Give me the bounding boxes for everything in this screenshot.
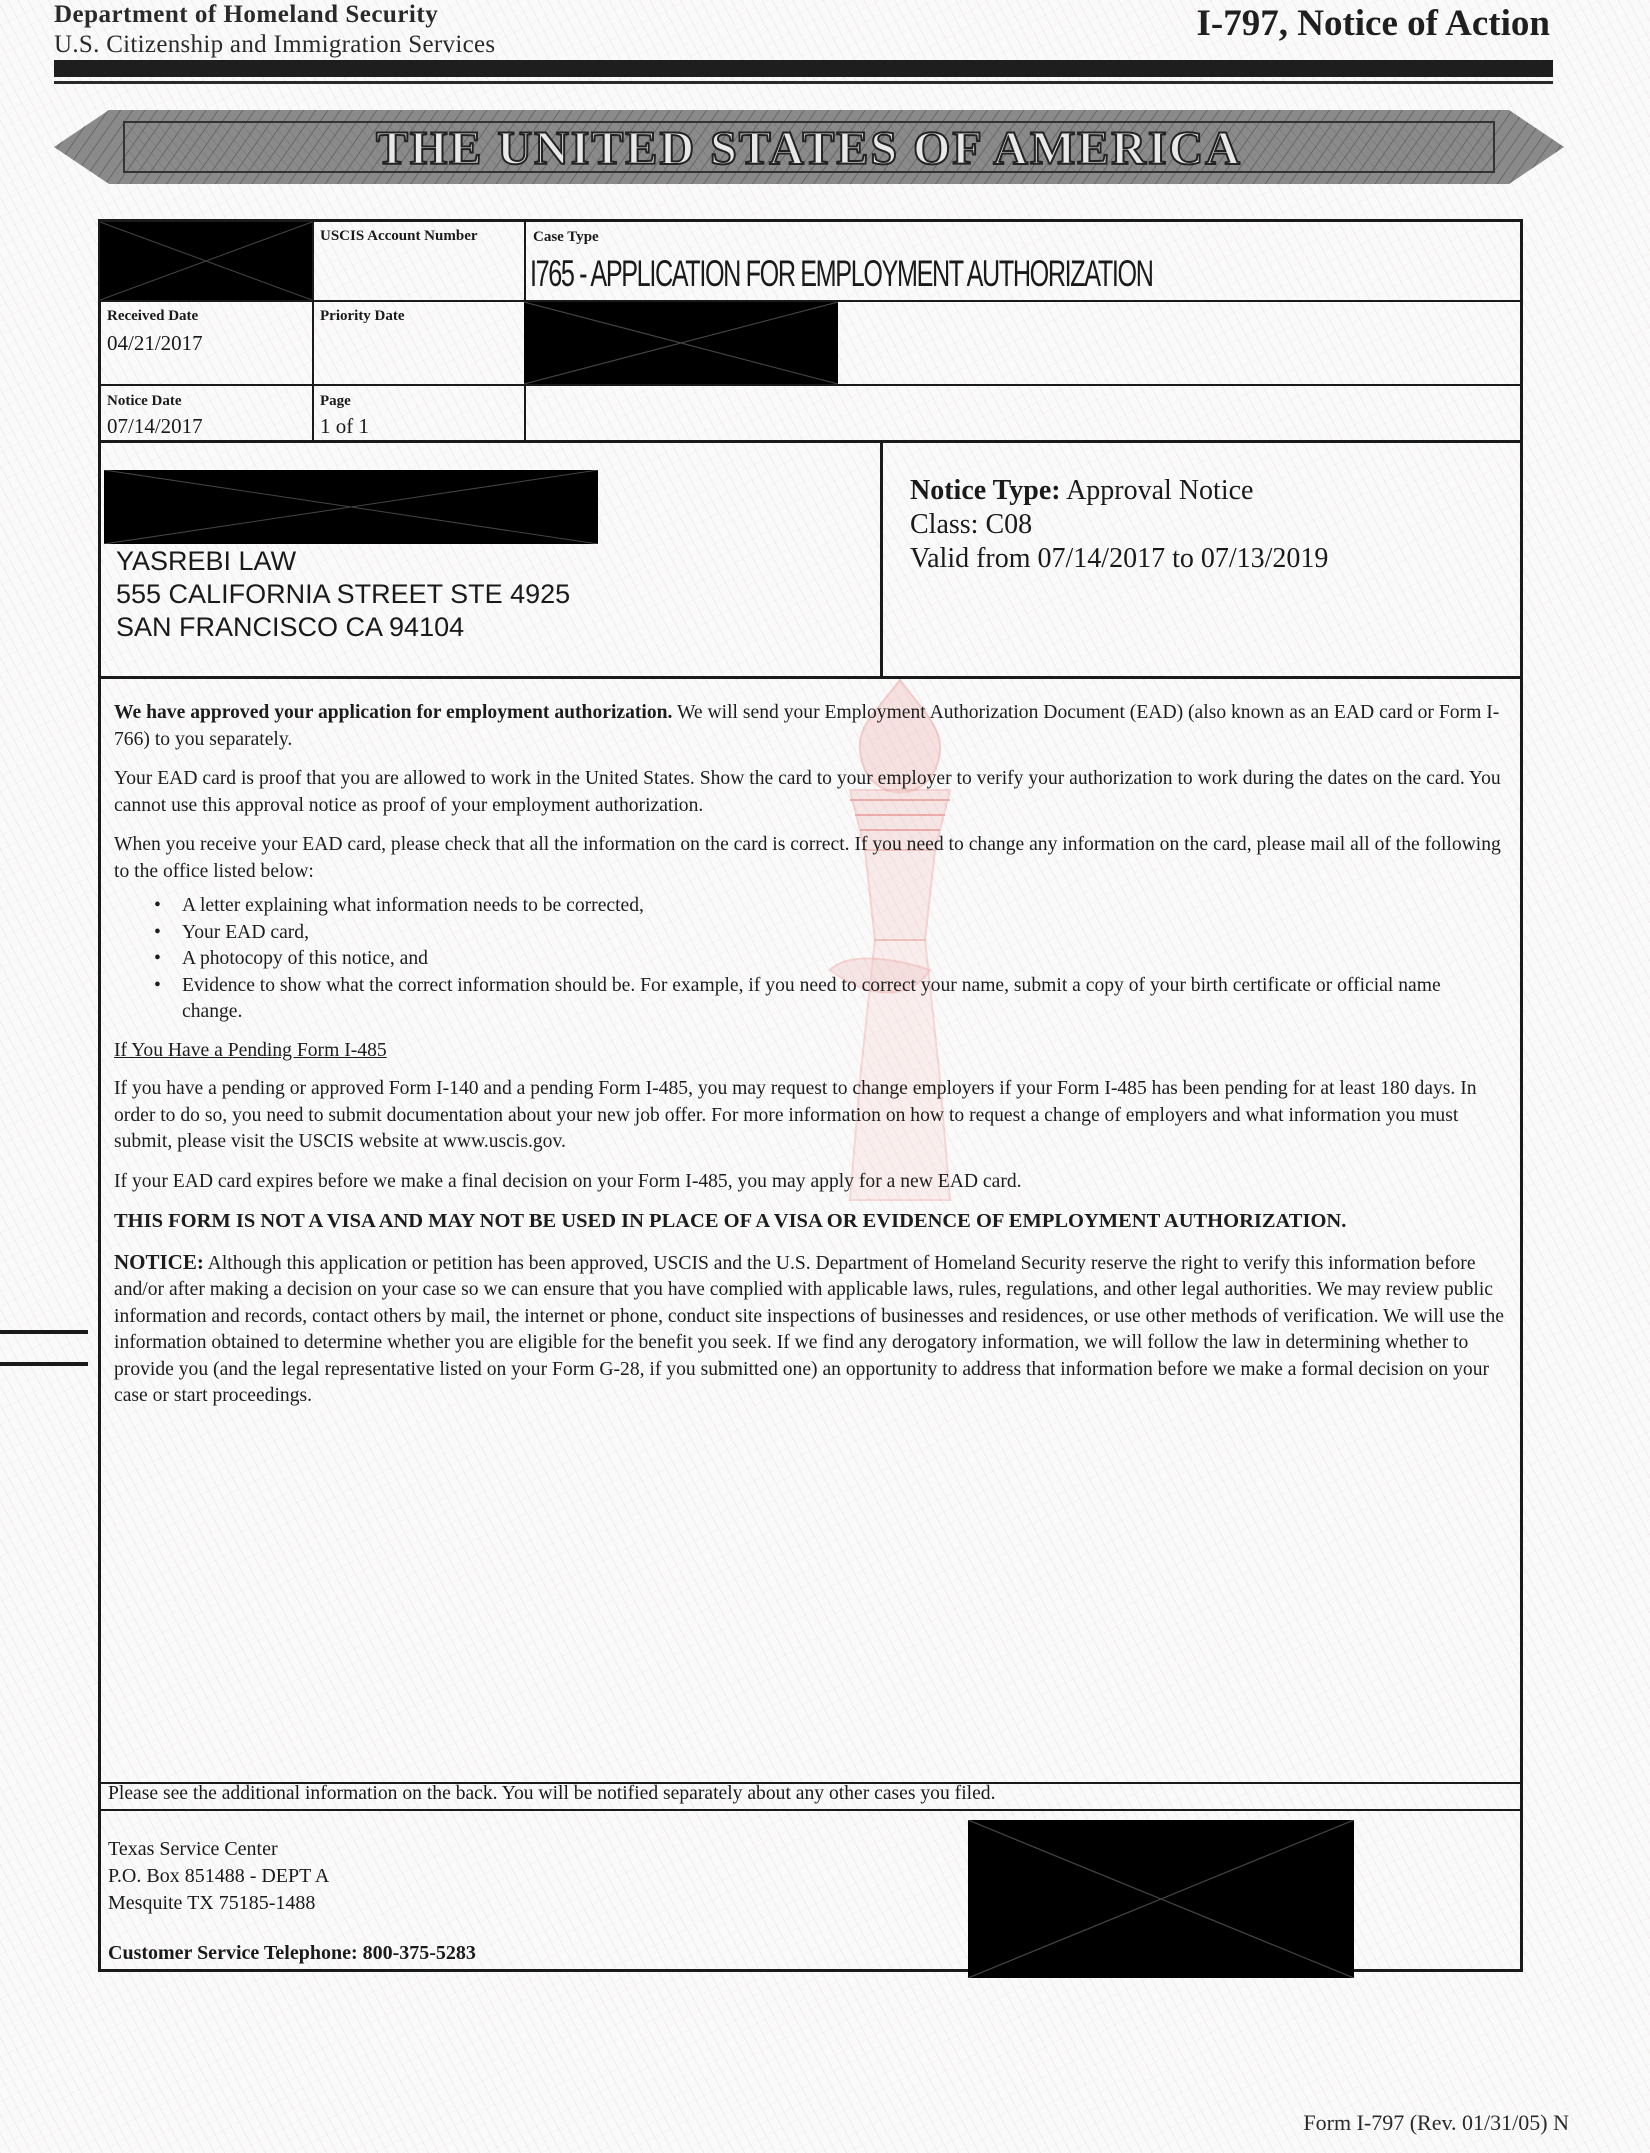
recipient-address [116, 545, 570, 644]
form-revision: Form I-797 (Rev. 01/31/05) N [1303, 2110, 1569, 2135]
received-date-label: Received Date [107, 308, 199, 324]
grid-row4 [98, 676, 1523, 679]
agency-header [54, 0, 495, 60]
notice-text: Although this application or petition has been approved, USCIS and the U.S. Department of Homeland Security reserve the right to verify this information before and/or after making a decision on your case so we can ensure that you have complied with applicable laws, rules, regulations, and other legal authorities. We may review public information and records, contact others by mail, the internet or phone, conduct site inspections of businesses and residences, or use other methods of verification. We will use the information obtained to determine whether you are eligible for the benefit you seek. If we find any derogatory information, we will follow the law in determining whether to provide you (and the legal representative listed on your Form G-28, if you submitted one) an opportunity to address that information before we make a formal decision on your case or start proceedings. [114, 1252, 1504, 1406]
grid-right [1520, 219, 1523, 1972]
notice-type-value: Approval Notice [1066, 475, 1254, 506]
grid-col3 [880, 442, 883, 678]
usa-banner [54, 100, 1564, 195]
received-date-value: 04/21/2017 [107, 331, 203, 355]
address-line: YASREBI LAW [116, 546, 297, 576]
list-item: • Evidence to show what the correct information should be. For example, if you need to correct your name, submit a copy of your birth certificate or official name change. [154, 973, 1504, 1026]
paragraph: When you receive your EAD card, please check that all the information on the card is correct. If you need to change any information on the card, please mail all of the following to the office listed below: [114, 834, 1501, 882]
grid-left [98, 219, 101, 1972]
notice-type-label: Notice Type: [910, 475, 1061, 506]
service-center-address [108, 1836, 329, 1917]
paragraph [114, 700, 1504, 753]
grid-col1 [312, 219, 314, 442]
not-a-visa-warning: THIS FORM IS NOT A VISA AND MAY NOT BE USED IN PLACE OF A VISA OR EVIDENCE OF EMPLOYMENT AUTHORIZATION. [114, 1210, 1347, 1232]
list-item: • A photocopy of this notice, and [154, 946, 1504, 973]
agency-name: U.S. Citizenship and Immigration Services [54, 31, 496, 58]
redacted-box [968, 1820, 1354, 1978]
grid-row6 [98, 1809, 1523, 1811]
department-name: Department of Homeland Security [54, 1, 439, 28]
service-center-line: P.O. Box 851488 - DEPT A [108, 1865, 330, 1887]
pending-i485-heading: If You Have a Pending Form I-485 [114, 1039, 387, 1061]
correction-list [154, 893, 1504, 1026]
priority-date-label: Priority Date [320, 308, 405, 324]
paragraph: If you have a pending or approved Form I-140 and a pending Form I-485, you may request to change employers if your Form I-485 has been pending for at least 180 days. In order to do so, you need to submit documentation about your new job offer. For more information on how to request a change of employers and what information you must submit, please visit the USCIS website at www.uscis.gov. [114, 1078, 1477, 1152]
uscis-account-label: USCIS Account Number [320, 228, 478, 244]
form-title: I-797, Notice of Action [1196, 3, 1550, 44]
page-value: 1 of 1 [320, 414, 369, 438]
page-label: Page [320, 393, 351, 409]
case-type-label: Case Type [533, 229, 599, 245]
notice-date-label: Notice Date [107, 393, 182, 409]
paragraph [114, 1249, 1504, 1410]
case-type-value: I765 - APPLICATION FOR EMPLOYMENT AUTHORIZATION [530, 253, 1153, 294]
approval-statement: We have approved your application for employment authorization. [114, 702, 673, 723]
banner-text: THE UNITED STATES OF AMERICA [376, 122, 1242, 175]
service-center-line: Mesquite TX 75185-1488 [108, 1892, 316, 1914]
notice-type-block [910, 474, 1328, 576]
service-center-line: Texas Service Center [108, 1838, 278, 1860]
notice-body [114, 700, 1504, 1423]
address-line: 555 CALIFORNIA STREET STE 4925 [116, 579, 571, 609]
list-item: • A letter explaining what information needs to be corrected, [154, 893, 1504, 920]
redacted-box [524, 302, 838, 384]
notice-label: NOTICE: [114, 1249, 204, 1274]
list-item: • Your EAD card, [154, 920, 1504, 947]
address-line: SAN FRANCISCO CA 94104 [116, 612, 465, 642]
header-bar [54, 60, 1553, 77]
header-rule [54, 81, 1553, 84]
margin-marks [0, 1330, 90, 1394]
notice-date-value: 07/14/2017 [107, 414, 203, 438]
customer-service-phone: Customer Service Telephone: 800-375-5283 [108, 1942, 476, 1964]
notice-class: Class: C08 [910, 509, 1033, 540]
paragraph: If your EAD card expires before we make a final decision on your Form I-485, you may apply for a new EAD card. [114, 1170, 1022, 1192]
paragraph-text: We will send your Employment Authorization Document (EAD) (also known as an EAD card or Form I-766) to you separately. [114, 702, 1500, 750]
redacted-box [100, 222, 312, 300]
notice-validity: Valid from 07/14/2017 to 07/13/2019 [910, 543, 1329, 574]
additional-info: Please see the additional information on the back. You will be notified separately about any other cases you filed. [108, 1783, 996, 1804]
paragraph: Your EAD card is proof that you are allowed to work in the United States. Show the card to your employer to verify your authorization to work during the dates on the card. You cannot use this approval notice as proof of your employment authorization. [114, 768, 1501, 816]
redacted-box [104, 470, 598, 544]
